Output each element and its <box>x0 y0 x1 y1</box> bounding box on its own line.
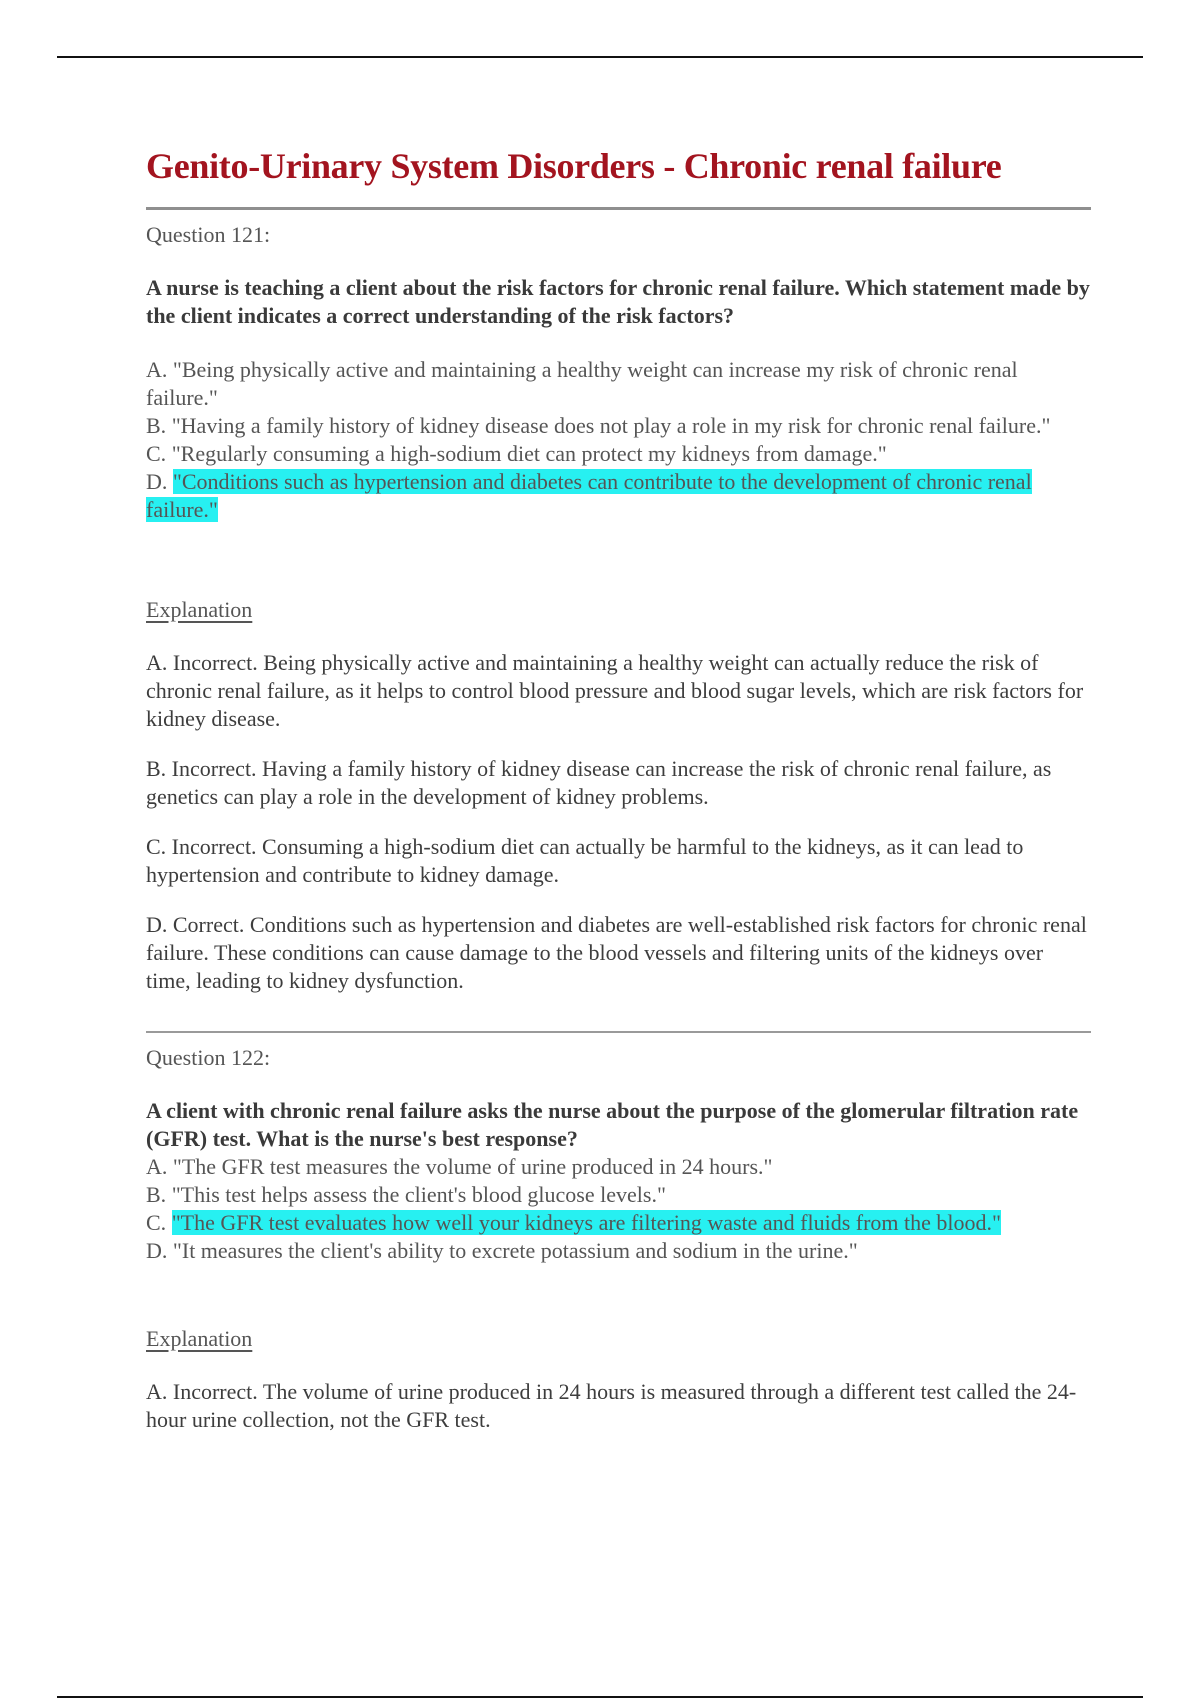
option-text: "Having a family history of kidney disease does not play a role in my risk for chronic renal failure." <box>171 413 1051 438</box>
bottom-page-rule <box>57 1696 1143 1698</box>
highlighted-answer: "Conditions such as hypertension and diabetes can contribute to the development of chronic renal failure." <box>146 469 1032 522</box>
page-title: Genito-Urinary System Disorders - Chronic renal failure <box>146 146 1002 186</box>
question-122 <box>146 1044 1091 1434</box>
explanation-heading: Explanation <box>146 597 253 622</box>
option-letter: A. <box>146 357 168 382</box>
option-text: "Regularly consuming a high-sodium diet can protect my kidneys from damage." <box>171 441 887 466</box>
question-121 <box>146 221 1091 995</box>
title-divider <box>146 207 1091 210</box>
option-b <box>146 412 1091 440</box>
option-letter: D. <box>146 1238 168 1263</box>
option-letter: C. <box>146 441 167 466</box>
option-text: "Being physically active and maintaining a healthy weight can increase my risk of chronic renal failure." <box>146 357 1018 410</box>
question-text: A client with chronic renal failure asks the nurse about the purpose of the glomerular filtration rate (GFR) test. What is the nurse's best response? <box>146 1098 1079 1151</box>
option-letter: A. <box>146 1154 168 1179</box>
highlighted-answer: "The GFR test evaluates how well your kidneys are filtering waste and fluids from the blood." <box>171 1210 1002 1235</box>
question-label: Question 122: <box>146 1045 271 1070</box>
explanation-section <box>146 596 1091 995</box>
option-text: "The GFR test measures the volume of urine produced in 24 hours." <box>172 1154 773 1179</box>
document-content <box>146 140 1091 1456</box>
explanation-heading: Explanation <box>146 1326 253 1351</box>
option-letter: B. <box>146 413 167 438</box>
explanation-section <box>146 1325 1091 1434</box>
explanation-c: C. Incorrect. Consuming a high-sodium diet can actually be harmful to the kidneys, as it can lead to hypertension and contribute to kidney damage. <box>146 834 1024 887</box>
question-text: A nurse is teaching a client about the risk factors for chronic renal failure. Which statement made by the client indicates a correct understanding of the risk factors? <box>146 275 1090 328</box>
option-d-correct <box>146 468 1091 524</box>
question-divider <box>146 1031 1091 1033</box>
option-b <box>146 1181 1091 1209</box>
explanation-a: A. Incorrect. The volume of urine produced in 24 hours is measured through a different test called the 24-hour urine collection, not the GFR test. <box>146 1379 1077 1432</box>
option-letter: D. <box>146 469 168 494</box>
option-c-correct <box>146 1209 1091 1237</box>
option-text: "This test helps assess the client's blood glucose levels." <box>171 1182 666 1207</box>
answer-options <box>146 1153 1091 1265</box>
explanation-b: B. Incorrect. Having a family history of kidney disease can increase the risk of chronic renal failure, as genetics can play a role in the development of kidney problems. <box>146 756 1052 809</box>
option-letter: C. <box>146 1210 167 1235</box>
option-c <box>146 440 1091 468</box>
top-page-rule <box>57 56 1143 58</box>
question-label: Question 121: <box>146 222 271 247</box>
option-d <box>146 1237 1091 1265</box>
option-a <box>146 356 1091 412</box>
option-letter: B. <box>146 1182 167 1207</box>
explanation-a: A. Incorrect. Being physically active and maintaining a healthy weight can actually reduce the risk of chronic renal failure, as it helps to control blood pressure and blood sugar levels, which are risk factors for kidney disease. <box>146 650 1084 731</box>
option-a <box>146 1153 1091 1181</box>
explanation-d: D. Correct. Conditions such as hypertension and diabetes are well-established risk factors for chronic renal failure. These conditions can cause damage to the blood vessels and filtering units of the kidneys over time, leading to kidney dysfunction. <box>146 912 1087 993</box>
answer-options <box>146 356 1091 524</box>
option-text: "It measures the client's ability to excrete potassium and sodium in the urine." <box>172 1238 858 1263</box>
